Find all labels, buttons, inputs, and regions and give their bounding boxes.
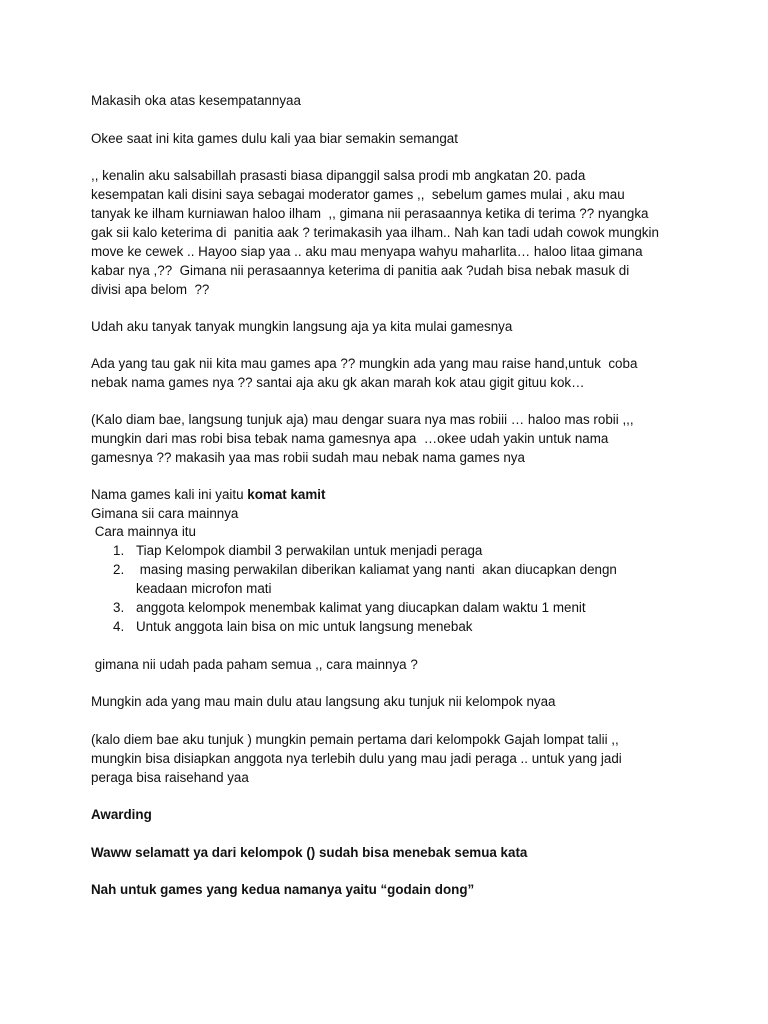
- paragraph-second-game: Nah untuk games yang kedua namanya yaitu “godain dong”: [91, 882, 475, 897]
- paragraph-congrats: Waww selamatt ya dari kelompok () sudah bisa menebak semua kata: [91, 845, 528, 860]
- paragraph-thanks: Makasih oka atas kesempatannyaa: [91, 93, 301, 108]
- paragraph-understand-check: gimana nii udah pada paham semua ,, cara mainnya ?: [91, 657, 418, 672]
- rules-list: [91, 541, 691, 636]
- list-item-text: anggota kelompok menembak kalimat yang diucapkan dalam waktu 1 menit: [136, 600, 586, 615]
- list-item-text: Tiap Kelompok diambil 3 perwakilan untuk menjadi peraga: [136, 543, 483, 558]
- list-item: [91, 598, 691, 617]
- list-item-text: Untuk anggota lain bisa on mic untuk langsung menebak: [136, 619, 473, 634]
- paragraph-rules-intro: Cara mainnya itu: [91, 524, 196, 539]
- paragraph-call-robi: (Kalo diam bae, langsung tunjuk aja) mau dengar suara nya mas robiii … haloo mas robii ,,, mungkin dari mas robi bisa tebak nama gamesnya apa …okee udah yakin untuk nama gamesnya ?? makasih yaa mas robii sudah mau nebak nama games nya: [91, 412, 634, 465]
- list-item: [91, 617, 691, 636]
- list-item-text: masing masing perwakilan diberikan kaliamat yang nanti akan diucapkan dengn keadaan microfon mati: [136, 562, 617, 596]
- heading-awarding: Awarding: [91, 807, 152, 822]
- paragraph-intro-games: Okee saat ini kita games dulu kali yaa biar semakin semangat: [91, 131, 458, 146]
- game-name-prefix: Nama games kali ini yaitu: [91, 487, 248, 502]
- paragraph-guess-game: Ada yang tau gak nii kita mau games apa ?? mungkin ada yang mau raise hand,untuk coba nebak nama games nya ?? santai aja aku gk akan marah kok atau gigit gituu kok…: [91, 356, 638, 390]
- list-item: [91, 560, 691, 598]
- paragraph-start-games: Udah aku tanyak tanyak mungkin langsung aja ya kita mulai gamesnya: [91, 319, 513, 334]
- paragraph-pick-group: Mungkin ada yang mau main dulu atau langsung aku tunjuk nii kelompok nyaa: [91, 694, 556, 709]
- list-item: [91, 541, 691, 560]
- list-item-number: 2.: [113, 562, 125, 577]
- list-item-number: 4.: [113, 619, 125, 634]
- paragraph-first-player: (kalo diem bae aku tunjuk ) mungkin pemain pertama dari kelompokk Gajah lompat talii ,, mungkin bisa disiapkan anggota nya terlebih dulu yang mau jadi peraga .. untuk yang jadi peraga bisa raisehand yaa: [91, 732, 622, 785]
- paragraph-moderator-intro: ,, kenalin aku salsabillah prasasti biasa dipanggil salsa prodi mb angkatan 20. pada kesempatan kali disini saya sebagai moderator games ,, sebelum games mulai , aku mau tanyak ke ilham kurniawan haloo ilham ,, gimana nii perasaannya ketika di terima ?? nyangka gak sii kalo keterima di panitia aak ? terimakasih yaa ilham.. Nah kan tadi udah cowok mungkin move ke cewek .. Hayoo siap yaa .. aku mau menyapa wahyu maharlita… haloo litaa gimana kabar nya ,?? Gimana nii perasaannya keterima di panitia aak ?udah bisa nebak masuk di divisi apa belom ??: [91, 168, 659, 297]
- list-item-number: 3.: [113, 600, 125, 615]
- game-name-bold: komat kamit: [247, 487, 326, 502]
- list-item-number: 1.: [113, 543, 125, 558]
- paragraph-game-name: [91, 485, 691, 504]
- paragraph-how-to-play: Gimana sii cara mainnya: [91, 506, 239, 521]
